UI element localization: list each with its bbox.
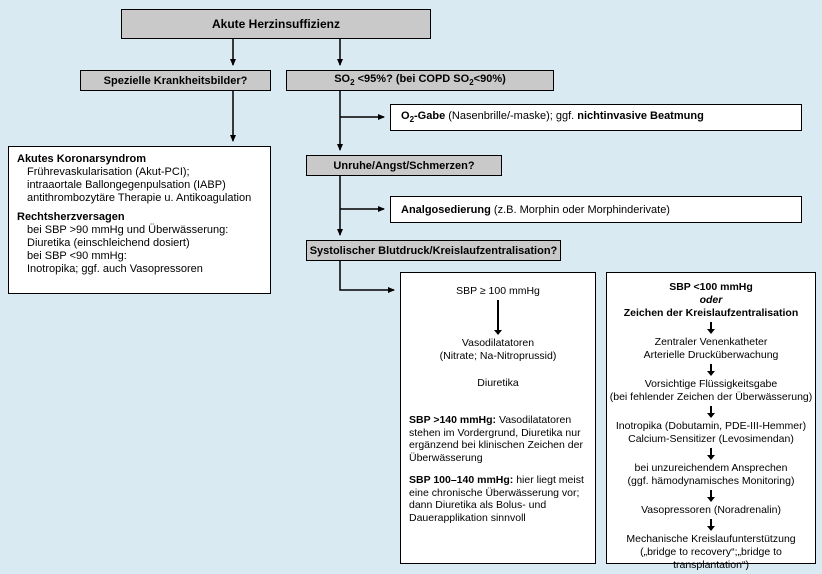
question-unruhe-label: Unruhe/Angst/Schmerzen? (333, 159, 475, 172)
sbp-low-header: SBP <100 mmHg (669, 281, 753, 293)
rechtsherz-heading: Rechtsherzversagen (17, 211, 125, 223)
sbp-high-box (400, 272, 596, 564)
question-spezielle-label: Spezielle Krankheitsbilder? (103, 74, 248, 87)
rechtsherz-line: Diuretika (einschleichend dosiert) (27, 237, 190, 249)
sbp-high-step: Diuretika (477, 377, 519, 389)
rechtsherz-line: bei SBP >90 mmHg und Überwässerung: (27, 224, 229, 236)
koronar-line: intraaortale Ballongegenpulsation (IABP) (27, 179, 226, 191)
question-so2-label: $SO_2 <95\%$? (bei COPD $SO_2<90\%$) (334, 73, 506, 88)
title-label: Akute Herzinsuffizienz (211, 17, 340, 31)
analgosedierung-label: Analgosedierung (z.B. Morphin oder Morphinderivate) (401, 203, 670, 216)
question-blutdruck-label: Systolischer Blutdruck/Kreislaufzentralisation? (309, 244, 558, 257)
sbp-low-header2: Zeichen der Kreislaufzentralisation (623, 307, 799, 319)
analgosedierung-box (390, 196, 802, 223)
question-blutdruck-box (306, 240, 561, 261)
sbp-low-box (606, 272, 816, 571)
down-arrow (707, 448, 715, 460)
question-unruhe-box (306, 155, 502, 176)
down-arrow (707, 490, 715, 502)
sbp-low-step: (ggf. hämodynamisches Monitoring) (627, 475, 795, 487)
rechtsherz-line: bei SBP <90 mmHg: (27, 250, 127, 262)
sbp-low-step: („bridge to recovery“;„bridge to transplantation“) (640, 546, 782, 571)
question-so2-box (286, 70, 554, 91)
sbp-low-step: Mechanische Kreislaufunterstützung (626, 533, 796, 545)
sbp-low-step: Vasopressoren (Noradrenalin) (641, 504, 781, 516)
sbp-low-step: Arterielle Drucküberwachung (643, 349, 779, 361)
koronar-heading: Akutes Koronarsyndrom (17, 153, 146, 165)
sbp-low-step: Calcium-Sensitizer (Levosimendan) (628, 433, 794, 445)
sbp-high-note: SBP 100–140 mmHg: hier liegt meist eine chronische Überwässerung vor; dann Diuretika als Bolus- und Dauerapplikation sinnvoll (409, 474, 584, 524)
down-arrow (494, 300, 502, 335)
sbp-low-step: Zentraler Venenkatheter (654, 336, 768, 348)
sbp-high-header: SBP ≥ 100 mmHg (456, 285, 540, 297)
down-arrow (707, 364, 715, 376)
sbp-low-step: bei unzureichendem Ansprechen (634, 462, 788, 474)
sbp-low-step: (bei fehlender Zeichen der Überwässerung) (609, 391, 813, 403)
sbp-low-oder: oder (699, 294, 723, 306)
rechtsherz-line: Inotropika; ggf. auch Vasopressoren (27, 263, 203, 275)
sbp-high-note: SBP >140 mmHg: Vasodilatatoren stehen im Vordergrund, Diuretika nur ergänzend bei klinischen Zeichen der Überwässerung (409, 414, 583, 464)
koronar-line: Frührevaskularisation (Akut-PCI); (27, 166, 190, 178)
down-arrow (707, 519, 715, 531)
down-arrow (707, 406, 715, 418)
koronar-box (8, 146, 271, 294)
o2-gabe-label: $O_2$-Gabe (Nasenbrille/-maske); ggf. nichtinvasive Beatmung (401, 110, 704, 125)
down-arrow (707, 322, 715, 334)
sbp-high-step: (Nitrate; Na-Nitroprussid) (439, 350, 557, 362)
title-box (121, 9, 431, 39)
o2-gabe-box (390, 104, 802, 131)
sbp-high-step: Vasodilatatoren (461, 337, 535, 349)
koronar-line: antithrombozytäre Therapie u. Antikoagulation (27, 192, 252, 204)
question-spezielle-box (80, 70, 271, 91)
sbp-low-step: Vorsichtige Flüssigkeitsgabe (644, 378, 778, 390)
sbp-low-step: Inotropika (Dobutamin, PDE-III-Hemmer) (615, 420, 807, 432)
